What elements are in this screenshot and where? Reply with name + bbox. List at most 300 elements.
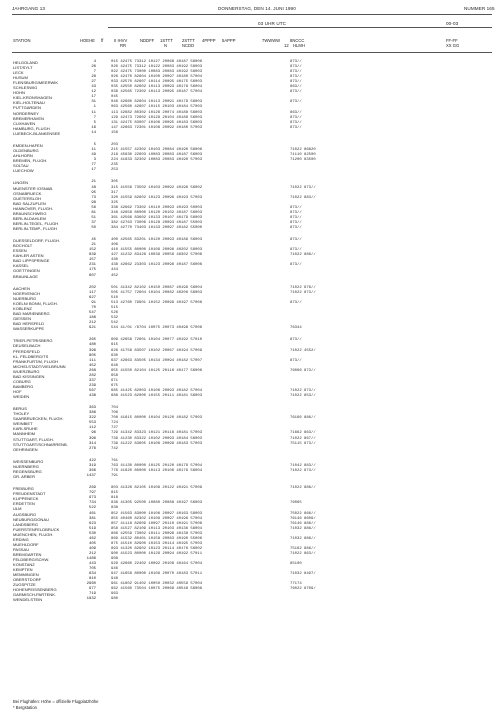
station-name: DEUSELBACH — [13, 343, 41, 349]
station-name: FLENSBURG/MEERWIK — [13, 80, 59, 86]
station-name: WEINBIET — [13, 421, 33, 427]
synop-groups: 156 — [111, 130, 119, 135]
station-height: 175 — [88, 268, 96, 273]
station-name: GR. ARBER — [13, 474, 36, 479]
synop-groups: 855 40460 82302 10109 20097 40196 57004 — [111, 516, 203, 521]
station-name: FELDBERG/SCHW. — [13, 556, 50, 562]
col-hmh: 12 — [284, 43, 289, 48]
date-label: DONNERSTAG, DEN 14. JUNI 1990 — [218, 6, 296, 11]
station-name: BAD HERSFELD — [13, 321, 45, 327]
synop-groups: 515 — [111, 305, 119, 310]
synop-groups: 203 — [111, 142, 119, 147]
time-rule — [108, 27, 492, 28]
synop-groups: 858 41527 82109 10113 20103 40136 56004 — [111, 526, 203, 531]
synop-groups: 325 — [111, 200, 119, 205]
synop-groups: 315 41556 73502 10103 20092 40196 56002 — [111, 185, 203, 190]
station-height: 7 — [93, 115, 96, 120]
station-height: 734 — [88, 501, 96, 506]
col-ncdd: NCDD — [182, 43, 195, 48]
station-height: 1832 — [86, 597, 96, 602]
station-name: BERLIN-TEMP., FLUGH — [13, 225, 57, 231]
station-name: GOETTINGEN — [13, 268, 40, 274]
station-height: 519 — [88, 526, 96, 531]
station-height: 363 — [88, 406, 96, 411]
station-name: WEISSENBURG — [13, 458, 44, 464]
supplementary-groups: 71022 873// — [290, 290, 316, 295]
col-hmh2: HLMH — [293, 43, 305, 48]
station-height: 7 — [93, 70, 96, 75]
station-name: PASSAU — [13, 546, 30, 552]
heading-rule — [12, 52, 492, 53]
synop-groups: 320 41559 82602 10123 20096 40193 57003 — [111, 195, 203, 200]
station-height: 5 — [93, 120, 96, 125]
station-height: 17 — [91, 95, 96, 100]
station-height: 12 — [91, 90, 96, 95]
synop-groups: 542 — [111, 321, 119, 326]
station-name: ULM — [13, 506, 22, 512]
synop-groups: 962 41560 73504 10075 20068 40548 56006 — [111, 587, 203, 592]
station-height: 623 — [88, 521, 96, 526]
col-xxgg: XX GG — [446, 43, 460, 48]
supplementary-groups: 71022 853// — [290, 393, 316, 398]
synop-groups: 131 42475 83007 10106 20095 40183 56003 — [111, 120, 203, 125]
synop-groups: 637 42663 83505 10134 20094 40182 57007 — [111, 358, 203, 363]
synop-groups: 129 42473 72602 10129 20104 40189 56003 — [111, 115, 203, 120]
station-name: NUERNBERG — [13, 463, 39, 469]
synop-groups: 836 41305 92500 10080 20088 40197 56003 — [111, 501, 203, 506]
station-height: 1486 — [86, 556, 96, 561]
station-name: AHLHORN — [13, 153, 33, 159]
supplementary-groups: 71022 873// — [290, 185, 316, 190]
col-ncc: 8NCCC — [290, 38, 305, 43]
synop-groups: 875 41510 82900 10153 20114 40195 57003 — [111, 541, 203, 546]
synop-groups: 348 42658 80000 10120 20102 40187 56003 — [111, 210, 203, 215]
station-name: SOLTAU — [13, 163, 29, 169]
synop-groups: 406 — [111, 243, 119, 248]
supplementary-groups: 71022 873// — [290, 468, 316, 473]
station-height: 396 — [88, 436, 96, 441]
supplementary-groups: 71022 886// — [290, 486, 316, 491]
station-height: 530 — [88, 531, 96, 536]
station-name: OSNABRUECK — [13, 190, 42, 196]
synop-groups: 763 41130 80000 10125 20120 40179 57004 — [111, 463, 203, 468]
synop-groups: 708 41615 80000 10104 20120 40182 57003 — [111, 416, 203, 421]
station-height: 77 — [91, 163, 96, 168]
synop-groups: 026 42470 82604 10100 20097 40180 57004 — [111, 75, 203, 80]
synop-groups: 384 42770 73403 10133 20097 40182 55000 — [111, 225, 203, 230]
synop-groups: 908 — [111, 556, 119, 561]
station-height: 319 — [88, 463, 96, 468]
station-height: 11 — [91, 148, 96, 152]
station-height: 1437 — [86, 474, 96, 478]
station-height: 239 — [88, 383, 96, 388]
station-name: MUENCHEN, FLUGH. — [13, 531, 54, 537]
synop-groups: 869 41532 80401 10158 20083 40190 55006 — [111, 536, 203, 541]
synop-groups: 818 — [111, 496, 119, 501]
station-name: NEUBURG/DONAU — [13, 516, 49, 522]
col-rr: RR — [120, 43, 127, 48]
station-name: MEMMINGEN — [13, 572, 39, 578]
station-name: OEHRINGEN — [13, 446, 38, 452]
supplementary-groups: 71032 886// — [290, 526, 316, 531]
station-name: WENDELSTEIN — [13, 597, 43, 603]
station-height: 461 — [88, 511, 96, 516]
station-height: 522 — [88, 506, 96, 511]
station-height: 438 — [88, 393, 96, 398]
supplementary-groups: 873// — [290, 125, 302, 130]
synop-groups: 317 — [111, 190, 119, 195]
station-name: WASSERKUPPE — [13, 326, 45, 332]
synop-groups: 438 42662 23303 10123 20096 40187 56006 — [111, 263, 203, 268]
station-name: KLIPPENECK — [13, 496, 39, 502]
station-name: GARMISCH-PARTENK. — [13, 592, 57, 598]
station-name: SAARBRUECKEN, FLUGH. — [13, 416, 64, 422]
supplementary-groups: 71022 867// — [290, 436, 316, 441]
station-height: 2960 — [86, 582, 96, 587]
synop-groups: 410 41555 80000 10109 20096 40202 56003 — [111, 248, 203, 253]
station-height: 45 — [91, 238, 96, 243]
station-name: LIST/SYLT — [13, 65, 33, 71]
station-name: BERLIN-DAHLEM — [13, 215, 46, 221]
synop-groups: 655 41550 82104 10125 20116 40177 56006 — [111, 368, 203, 373]
supplementary-groups: 873// — [290, 115, 302, 120]
station-height: 607 — [88, 273, 96, 278]
station-name: FREIBURG — [13, 486, 34, 492]
station-height: 719 — [88, 592, 96, 597]
station-height: 452 — [88, 363, 96, 368]
station-name: MANNHEIM — [13, 431, 36, 437]
station-name: KOBLENZ — [13, 305, 32, 311]
col-sappp: 5APPP — [222, 38, 236, 43]
synop-groups: 361 42566 83602 10133 20107 40179 56003 — [111, 215, 203, 220]
synop-groups: 505 41757 72604 10104 20082 40206 56003 — [111, 290, 203, 295]
station-name: FRANKFURT/M, FLUGH — [13, 358, 58, 364]
supplementary-groups: 71022 873// — [290, 388, 316, 393]
station-height: 73 — [91, 195, 96, 200]
supplementary-groups: 71022 86820 — [290, 148, 316, 152]
col-station: STATION — [13, 38, 31, 43]
station-name: OBERSTDORF — [13, 577, 42, 583]
station-name: LANDSBERG — [13, 521, 38, 527]
synop-groups: 224 41633 32302 10083 20083 40190 57003 — [111, 158, 203, 163]
synop-groups: 857 41118 82609 10097 20110 40191 57006 — [111, 521, 203, 526]
station-name: AUGSBURG — [13, 511, 37, 517]
supplementary-groups: 863// — [290, 110, 302, 115]
station-name: BAD SALZUFLEN — [13, 200, 46, 206]
supplementary-groups: 873// — [290, 60, 302, 64]
supplementary-groups: 71110 82500 — [290, 153, 316, 158]
station-height: 366 — [88, 468, 96, 473]
station-name: KIEL-KRONSHAGEN — [13, 95, 52, 101]
station-height: 839 — [88, 253, 96, 258]
supplementary-groups: 873// — [290, 238, 302, 243]
supplementary-groups: 873// — [290, 300, 302, 305]
station-name: GIESSEN — [13, 316, 31, 322]
station-name: KARLSRUHE — [13, 426, 38, 432]
station-height: 157 — [88, 258, 96, 263]
col-ffff: FF-FF — [446, 38, 458, 43]
supplementary-groups: 873// — [290, 100, 302, 105]
supplementary-groups: 71662 863// — [290, 431, 316, 436]
station-name: LINGEN — [13, 180, 29, 186]
station-name: BAD MARIENBERG — [13, 311, 50, 316]
station-height: 265 — [88, 338, 96, 343]
synop-groups: 253 — [111, 168, 119, 173]
synop-groups: 452 — [111, 273, 119, 278]
station-height: 28 — [91, 75, 96, 80]
synop-groups: 235 — [111, 163, 119, 168]
synop-groups: 046 42660 82604 10113 20091 40179 56003 — [111, 100, 203, 105]
synop-groups: 113 42682 80302 10126 20074 40188 56003 — [111, 110, 203, 115]
station-height: 567 — [88, 388, 96, 393]
station-height: 48 — [91, 185, 96, 190]
supplementary-groups: 71022 876// — [290, 285, 316, 290]
supplementary-groups: 873// — [290, 338, 302, 343]
station-name: KONSTANZ — [13, 562, 35, 567]
synop-groups: 305 — [111, 180, 119, 185]
station-height: 26 — [91, 65, 96, 70]
supplementary-groups: 873// — [290, 80, 302, 85]
station-name: LUEBECK-BLANKENSEE — [13, 130, 61, 136]
station-height: 282 — [88, 373, 96, 378]
station-height: 386 — [88, 411, 96, 416]
station-height: 973 — [88, 496, 96, 501]
supplementary-groups: 76344 — [290, 326, 302, 331]
station-name: HUSUM — [13, 75, 28, 81]
synop-groups: 948 — [111, 577, 119, 582]
station-name: ESSEN — [13, 248, 27, 254]
station-height: 396 — [88, 348, 96, 353]
station-name: SCHLESWIG — [13, 85, 38, 91]
supplementary-groups: 873// — [290, 75, 302, 80]
synop-groups: 893 41320 82902 10123 20114 40176 56002 — [111, 546, 203, 551]
station-height: 269 — [88, 486, 96, 491]
synop-groups: 675 — [111, 383, 119, 388]
number-label: NUMMER 165 — [464, 6, 495, 11]
synop-groups: 671 — [111, 378, 119, 383]
synop-groups: 688 41523 82000 10155 20111 40181 56003 — [111, 393, 203, 398]
station-height: 276 — [88, 446, 96, 451]
synop-groups: 626 41756 83507 10102 20067 40194 57009 — [111, 348, 203, 353]
station-height: 43 — [91, 85, 96, 90]
supplementary-groups: 75022 866// — [290, 511, 316, 516]
station-height: 50 — [91, 225, 96, 230]
station-height: 268 — [88, 368, 96, 373]
station-height: 31 — [91, 100, 96, 105]
station-height: 322 — [88, 416, 96, 421]
synop-groups: 742 — [111, 446, 119, 451]
synop-groups: 739 41222 83605 10106 20099 40183 57003 — [111, 441, 203, 446]
top-rule — [12, 14, 492, 15]
col-hoehe: HOEHE — [80, 38, 95, 43]
station-name: KL. FELDBERG/TS — [13, 353, 49, 359]
synop-groups: 648 — [111, 363, 119, 368]
station-name: BAD LIPPSPRINGE — [13, 258, 50, 264]
station-height: 51 — [91, 215, 96, 220]
synop-groups: 430 — [111, 258, 119, 263]
supplementary-groups: 71022 4552/ — [290, 348, 316, 353]
footnote-mountain: * Bergstation — [13, 705, 37, 710]
station-height: 977 — [88, 587, 96, 592]
col-n: N — [164, 43, 168, 48]
synop-groups: 727 — [111, 426, 119, 431]
supplementary-groups: 873// — [290, 120, 302, 125]
synop-groups: 526 — [111, 311, 119, 315]
synop-groups: 063 42560 42607 10115 20103 40184 57003 — [111, 105, 203, 110]
station-height: 547 — [88, 311, 96, 315]
supplementary-groups: 71022 863// — [290, 551, 316, 556]
synop-groups: 020 42475 73312 10122 20083 40192 56003 — [111, 65, 203, 70]
synop-groups: 724 — [111, 421, 119, 426]
station-height: 186 — [88, 316, 96, 321]
synop-groups: 706 — [111, 411, 119, 416]
station-name: BERUS — [13, 406, 27, 412]
station-name: ERDING — [13, 536, 29, 542]
synop-groups: 609 42658 72601 10104 20077 40192 57010 — [111, 338, 203, 343]
station-name: TRIER-PETRISBERG — [13, 338, 53, 344]
station-name: COBURG — [13, 378, 31, 384]
station-height: 70 — [91, 305, 96, 310]
station-name: KOELN/ BONN, FLUGH. — [13, 300, 58, 306]
synop-groups: 630 — [111, 353, 119, 358]
station-name: HELGOLAND — [13, 60, 38, 65]
supplementary-groups: 71200 83500 — [290, 158, 316, 163]
station-height: 91 — [91, 300, 96, 305]
station-name: GUETERSLOH — [13, 195, 41, 201]
station-name: BAD KISSINGEN — [13, 373, 45, 379]
station-name: CUXHAVEN — [13, 120, 36, 126]
synop-groups: 022 42475 73000 10083 20083 40192 56003 — [111, 70, 203, 75]
station-name: BRAUNLAGE — [13, 273, 38, 279]
supplementary-groups: 75115 873// — [290, 441, 316, 446]
station-name: PUTTGARDEN — [13, 105, 41, 111]
supplementary-groups: 873// — [290, 263, 302, 268]
station-height: 634 — [88, 572, 96, 577]
synop-groups: 803 41326 82105 10109 20122 40191 57009 — [111, 486, 203, 491]
station-name: BERLIN-TEGEL, FLUGH — [13, 220, 59, 226]
station-name: BAMBERG — [13, 383, 34, 389]
supplementary-groups: 873// — [290, 65, 302, 70]
synop-groups: 866 42559 73002 10111 20098 40138 57003 — [111, 531, 203, 536]
supplementary-groups: 77174 — [290, 582, 302, 587]
station-name: BRAUNSCHWEIG — [13, 210, 47, 216]
supplementary-groups: 71042 883// — [290, 463, 316, 468]
station-name: KIEL-HOLTENAU — [13, 100, 45, 106]
synop-groups: 015 42475 73312 10127 20066 40187 58006 — [111, 60, 203, 64]
synop-groups: 658 — [111, 373, 119, 378]
station-height: 11 — [91, 110, 96, 115]
station-name: STUTTGART/SCHNARRENB. — [13, 441, 68, 447]
synop-groups: 961 41602 91402 10050 20032 40559 57004 — [111, 582, 203, 587]
station-height: 17 — [91, 168, 96, 173]
station-height: 627 — [88, 295, 96, 300]
synop-groups: 815 — [111, 491, 119, 496]
station-name: AACHEN — [13, 285, 30, 291]
station-name: LECK — [13, 70, 24, 76]
col-ff: ff — [101, 38, 104, 43]
station-name: WEIDEN — [13, 393, 30, 399]
station-height: 98 — [91, 200, 96, 205]
supplementary-groups: 873// — [290, 205, 302, 210]
footnote-airports: Bei Flughäfen: Höhe = offizielle Flugplatzhöhe — [13, 699, 99, 704]
synop-groups: 838 — [111, 506, 119, 511]
supplementary-groups: 71032 8497/ — [290, 572, 316, 577]
supplementary-groups: 873// — [290, 220, 302, 225]
col-pppp: 4PPPP — [202, 38, 216, 43]
synop-groups: 400 42565 83201 10120 20093 40189 56003 — [111, 238, 203, 243]
supplementary-groups: 71022 883// — [290, 195, 316, 200]
col-ttt: 1STTT — [160, 38, 173, 43]
station-name: KASSEL — [13, 263, 29, 269]
station-height: 117 — [88, 290, 96, 295]
station-name: FREUDENSTADT — [13, 491, 46, 497]
synop-groups: 685 41425 82003 10106 20093 40182 57004 — [111, 388, 203, 393]
supplementary-groups: 75162 886// — [290, 546, 316, 551]
station-height: 462 — [88, 536, 96, 541]
synop-groups: 215 41557 42302 10103 20084 40190 58006 — [111, 148, 203, 152]
col-iihvv: II IHVV — [114, 38, 128, 43]
station-name: EMDEN-HAFEN — [13, 142, 43, 148]
station-height: 337 — [88, 378, 96, 383]
station-height: 797 — [88, 491, 96, 496]
supplementary-groups: 76022 8709/ — [290, 587, 316, 592]
station-name: FUERSTENFELDBRUCK — [13, 526, 60, 532]
station-name: HOF — [13, 388, 22, 394]
synop-groups: 218 45630 22603 10083 20083 40187 56003 — [111, 153, 203, 158]
synop-groups: 761 — [111, 458, 119, 463]
station-height: 21 — [91, 243, 96, 248]
supplementary-groups: 873// — [290, 210, 302, 215]
station-height: 112 — [88, 426, 96, 431]
synop-groups: 776 41620 80000 10113 20106 40179 56004 — [111, 468, 203, 473]
synop-groups: 615 — [111, 343, 119, 348]
station-height: 4 — [93, 60, 96, 64]
station-height: 5 — [93, 142, 96, 147]
station-name: KEMPTEN — [13, 567, 33, 573]
station-height: 1 — [93, 105, 96, 110]
station-height: 443 — [88, 562, 96, 566]
station-height: 921 — [88, 326, 96, 331]
station-name: PFERDSFELD — [13, 348, 40, 354]
station-height: 27 — [91, 80, 96, 85]
synop-groups: 729 41342 83323 10121 20116 40181 57003 — [111, 431, 203, 436]
time-label: 03 UHR UTC — [258, 21, 287, 26]
station-height: 16 — [91, 125, 96, 130]
station-name: NUERBURG — [13, 295, 37, 301]
right-time-label: 00-03 — [446, 21, 459, 26]
station-name: LUECHOW — [13, 168, 34, 174]
station-height: 49 — [91, 153, 96, 158]
station-name: HANNOVER, FLUGH. — [13, 205, 54, 211]
station-height: 212 — [88, 321, 96, 326]
synop-groups: 900 41523 80000 10129 20094 40192 57011 — [111, 551, 203, 556]
station-height: 152 — [88, 248, 96, 253]
synop-groups: 532 — [111, 316, 119, 321]
station-name: HOHN — [13, 90, 25, 96]
supplementary-groups: 873// — [290, 225, 302, 230]
station-height: 810 — [88, 577, 96, 582]
synop-groups: 033 42570 82607 10114 20095 40175 56003 — [111, 80, 203, 85]
supplementary-groups: 85100 — [290, 562, 302, 566]
synop-groups: 427 41232 83428 10039 20056 46302 57006 — [111, 253, 203, 258]
station-height: 14 — [91, 130, 96, 135]
synop-groups: 444 — [111, 268, 119, 273]
synop-groups: 382 42763 73006 10128 20093 40187 55003 — [111, 220, 203, 225]
station-height: 805 — [88, 353, 96, 358]
station-name: BREMGARTEN — [13, 551, 42, 557]
station-height: 480 — [88, 343, 96, 348]
station-height: 409 — [88, 546, 96, 551]
